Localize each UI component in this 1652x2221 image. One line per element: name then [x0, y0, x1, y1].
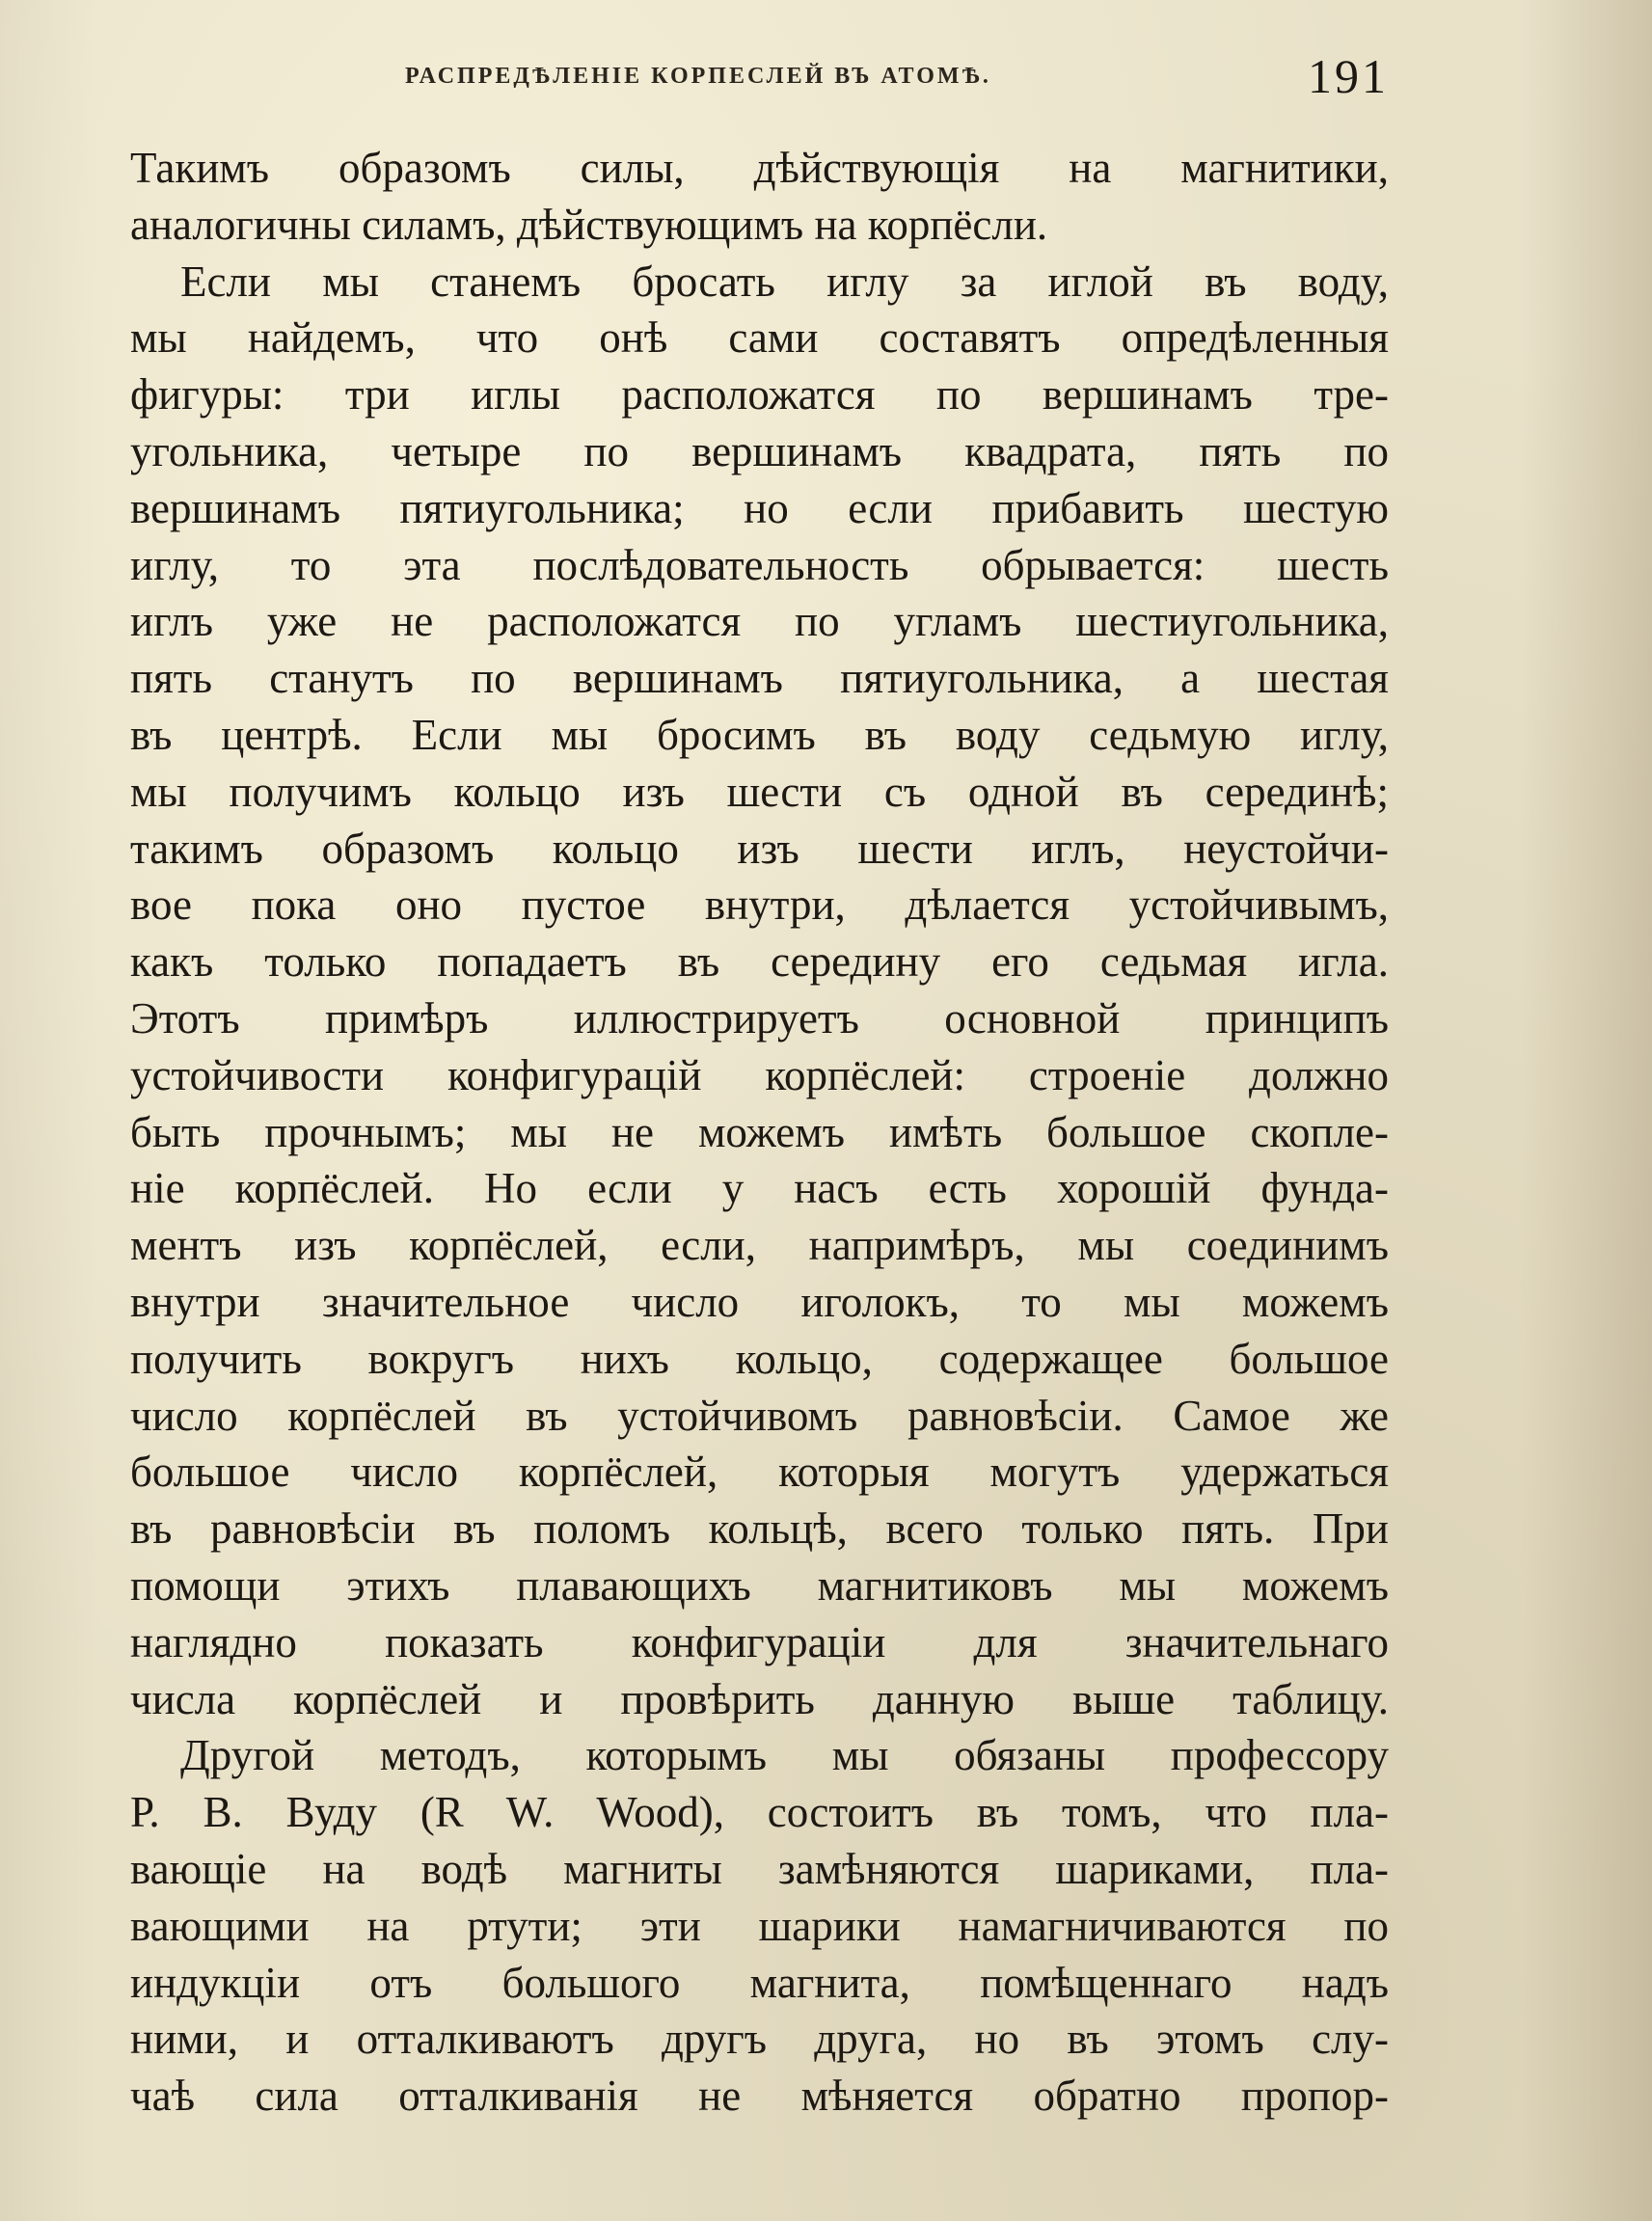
text-line: въ равновѣсіи въ поломъ кольцѣ, всего только пять. При: [130, 1504, 1389, 1554]
text-line: иглу, то эта послѣдовательность обрывается: шесть: [130, 540, 1389, 589]
text-line: вое пока оно пустое внутри, дѣлается устойчивымъ,: [130, 880, 1389, 930]
text-line: большое число корпёслей, которыя могутъ удержаться: [130, 1448, 1389, 1497]
text-line: ними, и отталкиваютъ другъ друга, но въ этомъ слу-: [130, 2015, 1389, 2064]
body-text: [130, 140, 1389, 2125]
text-line: устойчивости конфигурацій корпёслей: строеніе должно: [130, 1050, 1389, 1099]
text-line: Другой методъ, которымъ мы обязаны профессору: [180, 1731, 1389, 1780]
running-title: РАСПРЕДѢЛЕНІЕ КОРПЕСЛЕЙ ВЪ АТОМѢ.: [405, 64, 991, 89]
text-line: чаѣ сила отталкиванія не мѣняется обратно пропор-: [130, 2072, 1389, 2121]
text-line: числа корпёслей и провѣрить данную выше таблицу.: [130, 1674, 1389, 1723]
text-line: ніе корпёслей. Но если у насъ есть хорошій фунда-: [130, 1164, 1389, 1213]
text-line: ментъ изъ корпёслей, если, напримѣръ, мы соединимъ: [130, 1221, 1389, 1270]
text-line: мы найдемъ, что онѣ сами составятъ опредѣленныя: [130, 313, 1389, 363]
text-line: индукціи отъ большого магнита, помѣщеннаго надъ: [130, 1958, 1389, 2007]
text-line: число корпёслей въ устойчивомъ равновѣсіи. Самое же: [130, 1391, 1389, 1440]
text-line: вающими на ртути; эти шарики намагничиваются по: [130, 1901, 1389, 1950]
text-line: внутри значительное число иголокъ, то мы можемъ: [130, 1277, 1389, 1326]
text-line: вающіе на водѣ магниты замѣняются шариками, пла-: [130, 1844, 1389, 1893]
text-line: получить вокругъ нихъ кольцо, содержащее большое: [130, 1334, 1389, 1383]
text-line: какъ только попадаетъ въ середину его седьмая игла.: [130, 937, 1389, 987]
text-line: пять станутъ по вершинамъ пятиугольника, а шестая: [130, 654, 1389, 703]
text-line: аналогичны силамъ, дѣйствующимъ на корпёсли.: [130, 200, 1048, 249]
text-line: такимъ образомъ кольцо изъ шести иглъ, неустойчи-: [130, 824, 1389, 873]
text-line: вершинамъ пятиугольника; но если прибавить шестую: [130, 483, 1389, 532]
text-line: быть прочнымъ; мы не можемъ имѣть большое скопле-: [130, 1107, 1389, 1156]
text-line: Если мы станемъ бросать иглу за иглой въ воду,: [180, 257, 1389, 306]
text-line: наглядно показать конфигураціи для значительнаго: [130, 1617, 1389, 1666]
text-line: мы получимъ кольцо изъ шести съ одной въ серединѣ;: [130, 767, 1389, 816]
page-number: 191: [1308, 49, 1389, 103]
text-line: помощи этихъ плавающихъ магнитиковъ мы можемъ: [130, 1560, 1389, 1610]
text-line: Этотъ примѣръ иллюстрируетъ основной принципъ: [130, 993, 1389, 1043]
text-line: Такимъ образомъ силы, дѣйствующія на магнитики,: [130, 144, 1389, 192]
running-header: [405, 48, 1389, 106]
text-line: Р. В. Вуду (R W. Wood), состоитъ въ томъ, что пла-: [130, 1788, 1389, 1837]
text-line: иглъ уже не расположатся по угламъ шестиугольника,: [130, 597, 1389, 646]
text-line: угольника, четыре по вершинамъ квадрата, пять по: [130, 426, 1389, 475]
text-line: въ центрѣ. Если мы бросимъ въ воду седьмую иглу,: [130, 710, 1389, 759]
text-line: фигуры: три иглы расположатся по вершинамъ тре-: [130, 370, 1389, 420]
